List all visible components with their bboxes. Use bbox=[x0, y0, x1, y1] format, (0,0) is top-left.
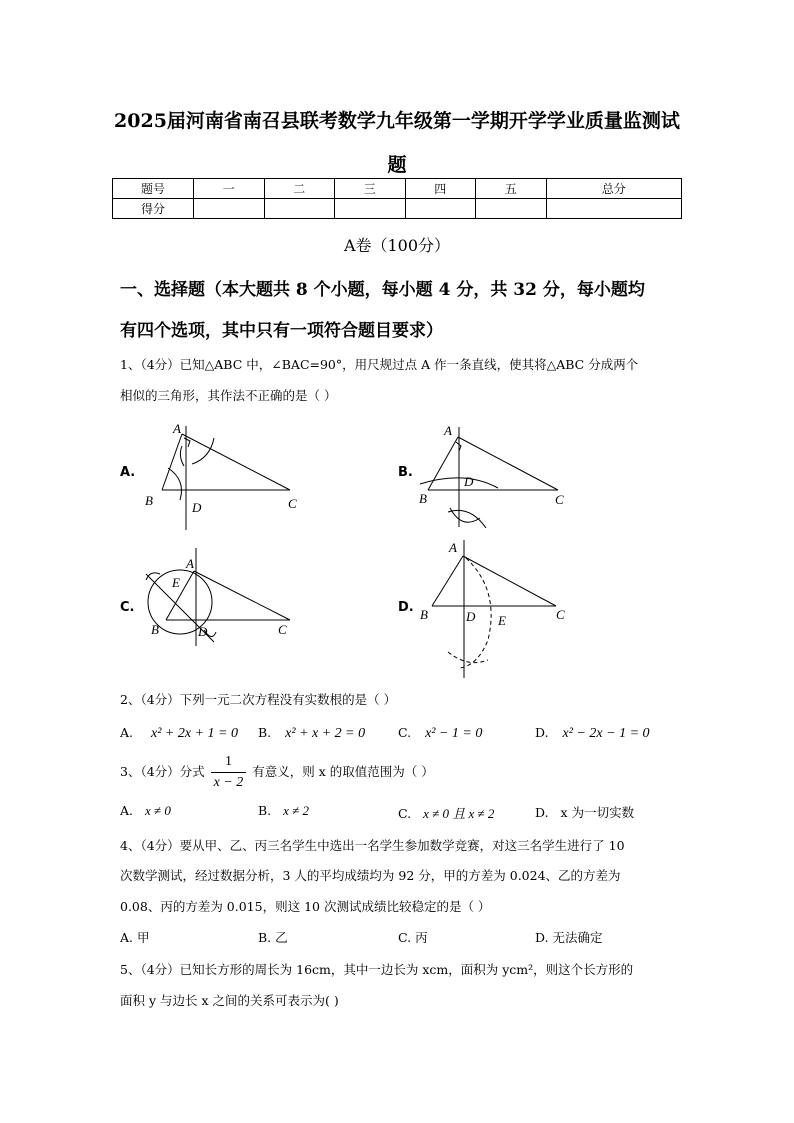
figure-a-label-c: C bbox=[288, 496, 297, 511]
table-header-cell: 五 bbox=[476, 179, 547, 199]
q2-option-c[interactable] bbox=[398, 725, 482, 742]
option-expr: x 为一切实数 bbox=[560, 805, 635, 820]
q3-fraction bbox=[211, 752, 247, 793]
option-expr: x ≠ 0 bbox=[145, 803, 171, 818]
figure-d-dashed-arc bbox=[460, 558, 491, 668]
figure-b-side-ab bbox=[428, 437, 458, 490]
figure-d-side-ab bbox=[432, 556, 463, 606]
option-expr: x² + x + 2 = 0 bbox=[285, 726, 366, 741]
figure-a-label-a: A bbox=[173, 421, 181, 436]
figure-c bbox=[146, 548, 290, 646]
q4-option-c[interactable] bbox=[398, 928, 428, 946]
table-header-cell: 总分 bbox=[546, 179, 682, 199]
table-header-cell: 一 bbox=[194, 179, 265, 199]
question-4-line3: 0.08、丙的方差为 0.015，则这 10 次测试成绩比较稳定的是（ ） bbox=[120, 899, 491, 914]
q3-option-d[interactable] bbox=[535, 803, 634, 821]
option-key: D. bbox=[535, 930, 549, 945]
option-text: 甲 bbox=[137, 930, 150, 945]
q2-option-d[interactable] bbox=[535, 725, 650, 742]
option-expr: x² + 2x + 1 = 0 bbox=[151, 726, 238, 741]
option-key: A. bbox=[120, 930, 134, 945]
figure-b-label-d: D bbox=[464, 474, 474, 489]
option-key: B. bbox=[258, 803, 272, 818]
q1-option-d-label[interactable]: D. bbox=[398, 600, 414, 615]
q2-option-b[interactable] bbox=[258, 725, 365, 742]
figure-d-label-e: E bbox=[498, 613, 506, 628]
option-key: C. bbox=[398, 930, 412, 945]
question-3-stem bbox=[120, 752, 434, 793]
option-key: C. bbox=[398, 806, 412, 821]
figure-c-side-ab bbox=[166, 571, 194, 620]
section-heading-line1: 一、选择题（本大题共 8 个小题，每小题 4 分，共 32 分，每小题均 bbox=[120, 280, 645, 300]
figure-d bbox=[432, 540, 556, 678]
q1-option-c-label[interactable]: C. bbox=[120, 600, 135, 615]
question-1-line1: 1、（4分）已知△ABC 中，∠BAC=90°，用尺规过点 A 作一条直线，使其将△ABC 分成两个 bbox=[120, 357, 639, 372]
figure-a-arc bbox=[168, 468, 182, 500]
option-expr: x ≠ 0 且 x ≠ 2 bbox=[423, 806, 495, 821]
option-key: B. bbox=[258, 930, 272, 945]
page-title-line2: 题 bbox=[387, 154, 407, 176]
q4-option-d[interactable] bbox=[535, 928, 603, 946]
option-text: 无法确定 bbox=[552, 930, 603, 945]
figure-b-label-a: A bbox=[444, 423, 452, 438]
option-expr: x ≠ 2 bbox=[283, 803, 310, 818]
q3-prefix: 3、（4分）分式 bbox=[120, 764, 205, 779]
option-text: 丙 bbox=[415, 930, 428, 945]
table-header-cell: 三 bbox=[335, 179, 406, 199]
table-row-label: 得分 bbox=[113, 199, 194, 219]
q1-option-b-label[interactable]: B. bbox=[398, 465, 413, 480]
figure-c-label-b: B bbox=[151, 622, 159, 637]
option-expr: x² − 1 = 0 bbox=[425, 726, 483, 741]
question-5-line2: 面积 y 与边长 x 之间的关系可表示为( ) bbox=[120, 993, 339, 1008]
figure-c-label-c: C bbox=[278, 622, 287, 637]
option-key: A. bbox=[120, 725, 134, 740]
q3-option-b[interactable] bbox=[258, 803, 309, 819]
figure-d-dashed-arc bbox=[448, 652, 488, 663]
figure-a-label-b: B bbox=[145, 493, 153, 508]
option-key: C. bbox=[398, 725, 412, 740]
figure-d-label-c: C bbox=[556, 607, 565, 622]
figure-b-label-c: C bbox=[555, 492, 564, 507]
figure-c-label-e: E bbox=[172, 575, 180, 590]
figure-c-label-a: A bbox=[186, 556, 194, 571]
option-text: 乙 bbox=[275, 930, 288, 945]
figure-d-label-a: A bbox=[449, 540, 457, 555]
q4-option-b[interactable] bbox=[258, 928, 288, 946]
table-header-cell: 题号 bbox=[113, 179, 194, 199]
question-5-line1: 5、（4分）已知长方形的周长为 16cm，其中一边长为 xcm，面积为 ycm²，则这个长方形的 bbox=[120, 962, 634, 977]
option-expr: x² − 2x − 1 = 0 bbox=[562, 726, 650, 741]
option-key: D. bbox=[535, 805, 549, 820]
figure-c-label-d: D bbox=[198, 624, 208, 639]
q3-option-c[interactable] bbox=[398, 803, 494, 822]
figure-a-right-angle bbox=[184, 438, 190, 447]
figure-b-label-b: B bbox=[419, 491, 427, 506]
table-header-cell: 四 bbox=[405, 179, 476, 199]
figure-a-side-ab bbox=[162, 434, 182, 490]
option-key: A. bbox=[120, 803, 134, 818]
table-header-cell: 二 bbox=[264, 179, 335, 199]
figure-a-arc bbox=[180, 446, 184, 466]
question-4-line1: 4、（4分）要从甲、乙、丙三名学生中选出一名学生参加数学竞赛，对这三名学生进行了 10 bbox=[120, 838, 625, 853]
q2-option-a[interactable] bbox=[120, 725, 238, 742]
paper-part-label: A卷（100分） bbox=[343, 236, 451, 255]
option-key: B. bbox=[258, 725, 272, 740]
figure-a-arc bbox=[192, 438, 214, 464]
q3-fraction-numerator: 1 bbox=[211, 752, 247, 773]
q3-option-a[interactable] bbox=[120, 803, 171, 819]
figure-a-side-ac bbox=[182, 434, 290, 490]
page-title-line1: 2025届河南省南召县联考数学九年级第一学期开学学业质量监测试 bbox=[114, 110, 680, 132]
option-key: D. bbox=[535, 725, 549, 740]
figure-d-label-d: D bbox=[466, 609, 476, 624]
question-1-line2: 相似的三角形，其作法不正确的是（ ） bbox=[120, 388, 337, 403]
figure-b bbox=[420, 427, 558, 528]
q3-fraction-denominator: x − 2 bbox=[213, 775, 244, 790]
question-4-line2: 次数学测试，经过数据分析，3 人的平均成绩均为 92 分，甲的方差为 0.024、乙的方差为 bbox=[120, 868, 621, 883]
figure-d-side-ac bbox=[463, 556, 556, 606]
q3-suffix: 有意义，则 x 的取值范围为（ ） bbox=[252, 764, 434, 779]
section-heading-line2: 有四个选项，其中只有一项符合题目要求） bbox=[120, 321, 443, 341]
q1-option-a-label[interactable]: A. bbox=[120, 465, 136, 480]
q4-option-a[interactable] bbox=[120, 928, 150, 946]
figure-c-side-ac bbox=[194, 571, 290, 620]
figure-d-label-b: B bbox=[420, 607, 428, 622]
question-2-stem: 2、（4分）下列一元二次方程没有实数根的是（ ） bbox=[120, 692, 397, 707]
figure-a bbox=[162, 426, 290, 530]
figure-a-label-d: D bbox=[192, 500, 202, 515]
